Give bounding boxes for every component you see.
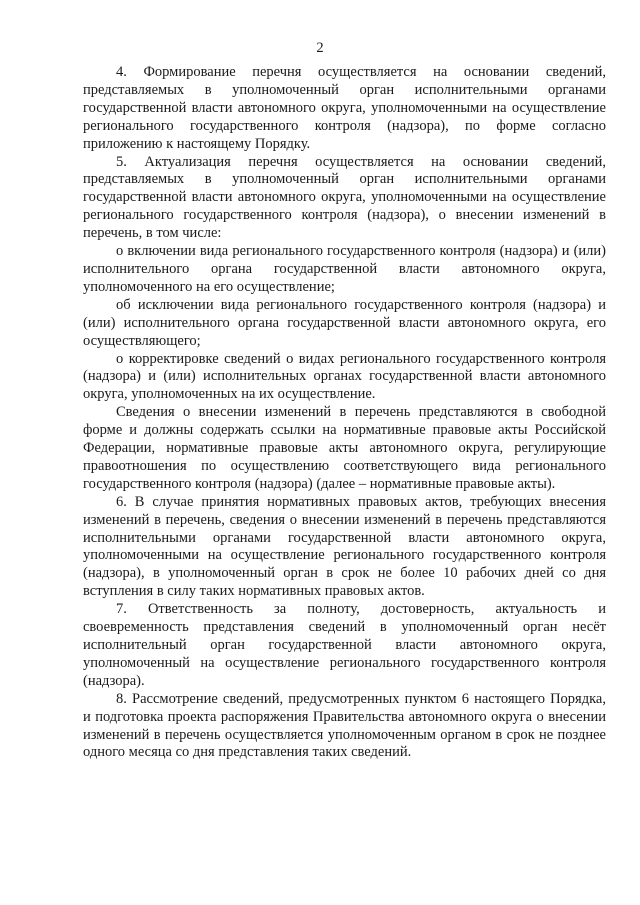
paragraph-change-info: Сведения о внесении изменений в перечень представляются в свободной форме и должны содержать ссылки на нормативные правовые акты Российской Федерации, нормативные правовые акты автономного округа, регулирующие правоотношения по осуществлению соответствующего вида регионального государственного контроля (надзора) (далее – нормативные правовые акты).	[83, 404, 606, 492]
paragraph-item-7: 7. Ответственность за полноту, достоверность, актуальность и своевременность представления сведений в уполномоченный орган несёт исполнительный орган государственной власти автономного округа, уполномоченный на осуществление регионального государственного контроля (надзора).	[83, 601, 606, 689]
document-body	[83, 64, 606, 762]
paragraph-item-5: 5. Актуализация перечня осуществляется на основании сведений, представляемых в уполномоченный орган исполнительными органами государственной власти автономного округа, уполномоченными на осуществление регионального государственного контроля (надзора), о внесении изменений в перечень, в том числе:	[83, 153, 606, 242]
paragraph-item-8: 8. Рассмотрение сведений, предусмотренных пунктом 6 настоящего Порядка, и подготовка проекта распоряжения Правительства автономного округа о внесении изменений в перечень осуществляется уполномоченным органом в срок не позднее одного месяца со дня представления таких сведений.	[83, 690, 606, 761]
paragraph-exclusion: об исключении вида регионального государственного контроля (надзора) и (или) исполнительного органа государственной власти автономного округа, его осуществляющего;	[83, 296, 606, 349]
paragraph-item-6: 6. В случае принятия нормативных правовых актов, требующих внесения изменений в перечень, сведения о внесении изменений в перечень представляются исполнительными органами государственной власти автономного округа, уполномоченными на осуществление регионального государственного контроля (надзора), в уполномоченный орган в срок не более 10 рабочих дней со дня вступления в силу таких нормативных правовых актов.	[83, 493, 606, 600]
paragraph-correction: о корректировке сведений о видах регионального государственного контроля (надзора) и (или) исполнительных органах государственной власти автономного округа, уполномоченных на их осуществление.	[83, 350, 606, 403]
paragraph-item-4: 4. Формирование перечня осуществляется на основании сведений, представляемых в уполномоченный орган исполнительными органами государственной власти автономного округа, уполномоченными на осуществление регионального государственного контроля (надзора), по форме согласно приложению к настоящему Порядку.	[83, 64, 606, 152]
page-number: 2	[316, 40, 324, 56]
paragraph-inclusion: о включении вида регионального государственного контроля (надзора) и (или) исполнительного органа государственной власти автономного округа, уполномоченного на его осуществление;	[83, 243, 606, 295]
